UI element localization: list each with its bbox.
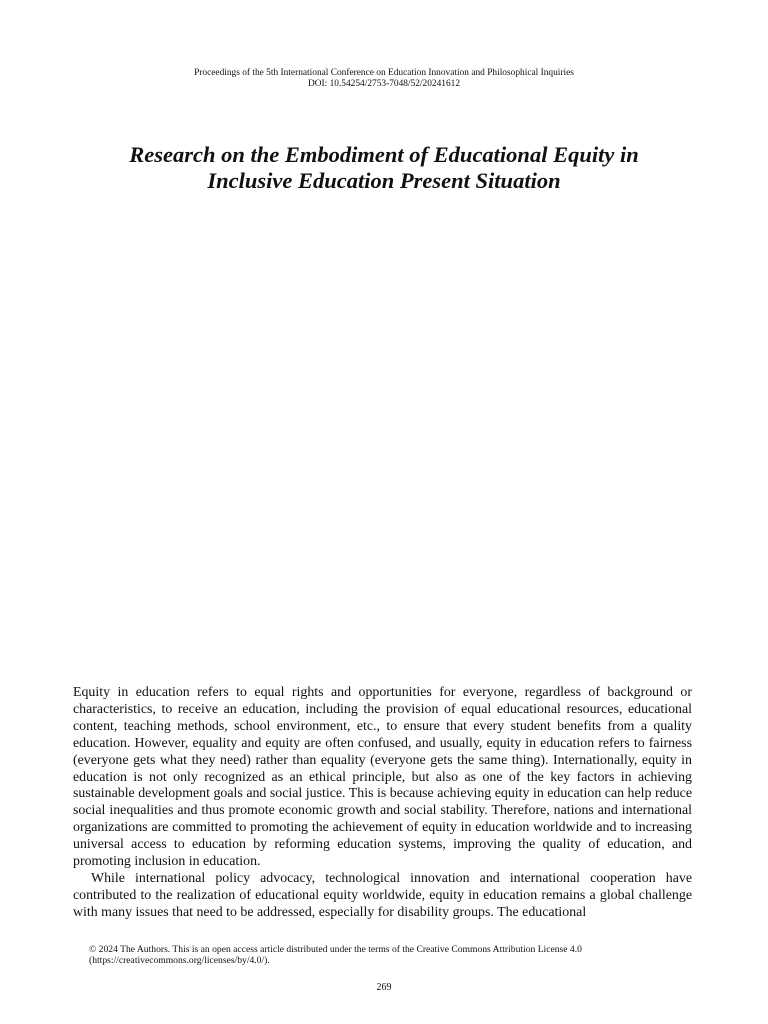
proceedings-line: Proceedings of the 5th International Conference on Education Innovation and Philosophical Inquiries bbox=[194, 68, 574, 78]
running-header bbox=[0, 68, 768, 90]
license-line-1: © 2024 The Authors. This is an open access article distributed under the terms of the Creative Commons Attribution License 4.0 bbox=[89, 944, 582, 955]
license-line-2: (https://creativecommons.org/licenses/by/4.0/). bbox=[89, 955, 270, 967]
title-line-2: Inclusive Education Present Situation bbox=[207, 168, 561, 193]
paragraph-1: Equity in education refers to equal rights and opportunities for everyone, regardless of background or characteristics, to receive an education, including the provision of equal educational resources, educational content, teaching methods, school environment, etc., to ensure that every student benefits from a quality education. However, equality and equity are often confused, and usually, equity in education refers to fairness (everyone gets what they need) rather than equality (everyone gets the same thing). Internationally, equity in education is not only recognized as an ethical principle, but also as one of the key factors in achieving sustainable development goals and social justice. This is because achieving equity in education can help reduce social inequalities and thus promote economic growth and social stability. Therefore, nations and international organizations are committed to promoting the achievement of equity in education worldwide and to increasing universal access to education by reforming education systems, improving the quality of education, and promoting inclusion in education. bbox=[73, 685, 692, 870]
license-footnote bbox=[89, 944, 680, 966]
doi-line: DOI: 10.54254/2753-7048/52/20241612 bbox=[307, 79, 461, 89]
title-line-1: Research on the Embodiment of Educational Equity in bbox=[129, 142, 639, 167]
page-number: 269 bbox=[376, 982, 392, 993]
body-text bbox=[73, 685, 692, 922]
paragraph-2: While international policy advocacy, technological innovation and international cooperation have contributed to the realization of educational equity worldwide, equity in education remains a global challenge with many issues that need to be addressed, especially for disability groups. The educational bbox=[73, 870, 692, 920]
paper-title bbox=[64, 142, 704, 194]
